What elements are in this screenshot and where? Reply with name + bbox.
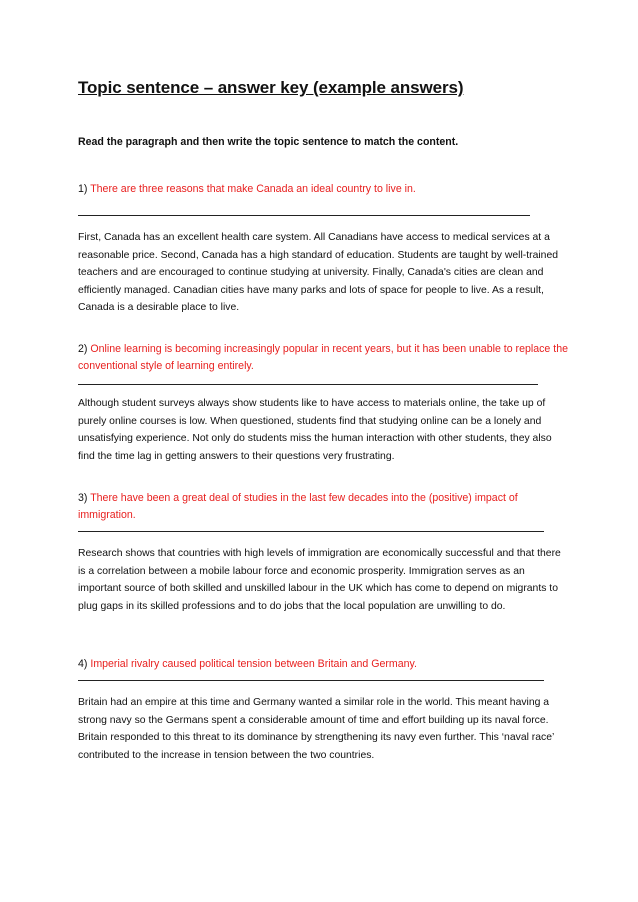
topic-sentence-answer: There are three reasons that make Canada an ideal country to live in. <box>90 183 416 195</box>
instruction-text: Read the paragraph and then write the topic sentence to match the content. <box>78 136 459 148</box>
answer-line-4 <box>78 656 568 673</box>
question-number: 3) <box>78 492 88 504</box>
topic-sentence-answer: Imperial rivalry caused political tension between Britain and Germany. <box>90 658 417 670</box>
paragraph-4: Britain had an empire at this time and Germany wanted a similar role in the world. This meant having a strong navy so the Germans spent a considerable amount of time and effort building up its naval force. Britain responded to this threat to its dominance by strengthening its navy even further. This ‘naval race’ contributed to the increase in tension between the two countries. <box>78 697 554 761</box>
paragraph-1: First, Canada has an excellent health care system. All Canadians have access to medical services at a reasonable price. Second, Canada has a high standard of education. Students are taught by well-trained teachers and are encouraged to continue studying at university. Finally, Canada's cities are clean and efficiently managed. Canadian cities have many parks and lots of space for people to live. As a result, Canada is a desirable place to live. <box>78 232 559 313</box>
writing-line <box>78 531 544 532</box>
paragraph-2: Although student surveys always show students like to have access to materials online, the take up of purely online courses is low. When questioned, students find that studying online can be a lonely and unsatisfying experience. Not only do students miss the human interaction with other students, they also find the time lag in getting answers to their questions very frustrating. <box>78 398 552 462</box>
answer-line-1 <box>78 181 568 198</box>
paragraph-3: Research shows that countries with high levels of immigration are economically successful and that there is a correlation between a mobile labour force and economic prosperity. Immigration serves as an important source of both skilled and unskilled labour in the UK which has come to depend on migrants to plug gaps in its skilled professions and to do jobs that the local population are unwilling to do. <box>78 548 561 612</box>
question-number: 4) <box>78 658 88 670</box>
page-title: Topic sentence – answer key (example answers) <box>78 78 464 97</box>
topic-sentence-answer: Online learning is becoming increasingly popular in recent years, but it has been unable to replace the conventional style of learning entirely. <box>78 343 568 372</box>
writing-line <box>78 384 538 385</box>
topic-sentence-answer: There have been a great deal of studies in the last few decades into the (positive) impact of immigration. <box>78 492 518 521</box>
answer-line-2 <box>78 341 568 375</box>
question-number: 1) <box>78 183 88 195</box>
question-number: 2) <box>78 343 88 355</box>
writing-line <box>78 680 544 681</box>
answer-line-3 <box>78 490 568 524</box>
writing-line <box>78 215 530 216</box>
